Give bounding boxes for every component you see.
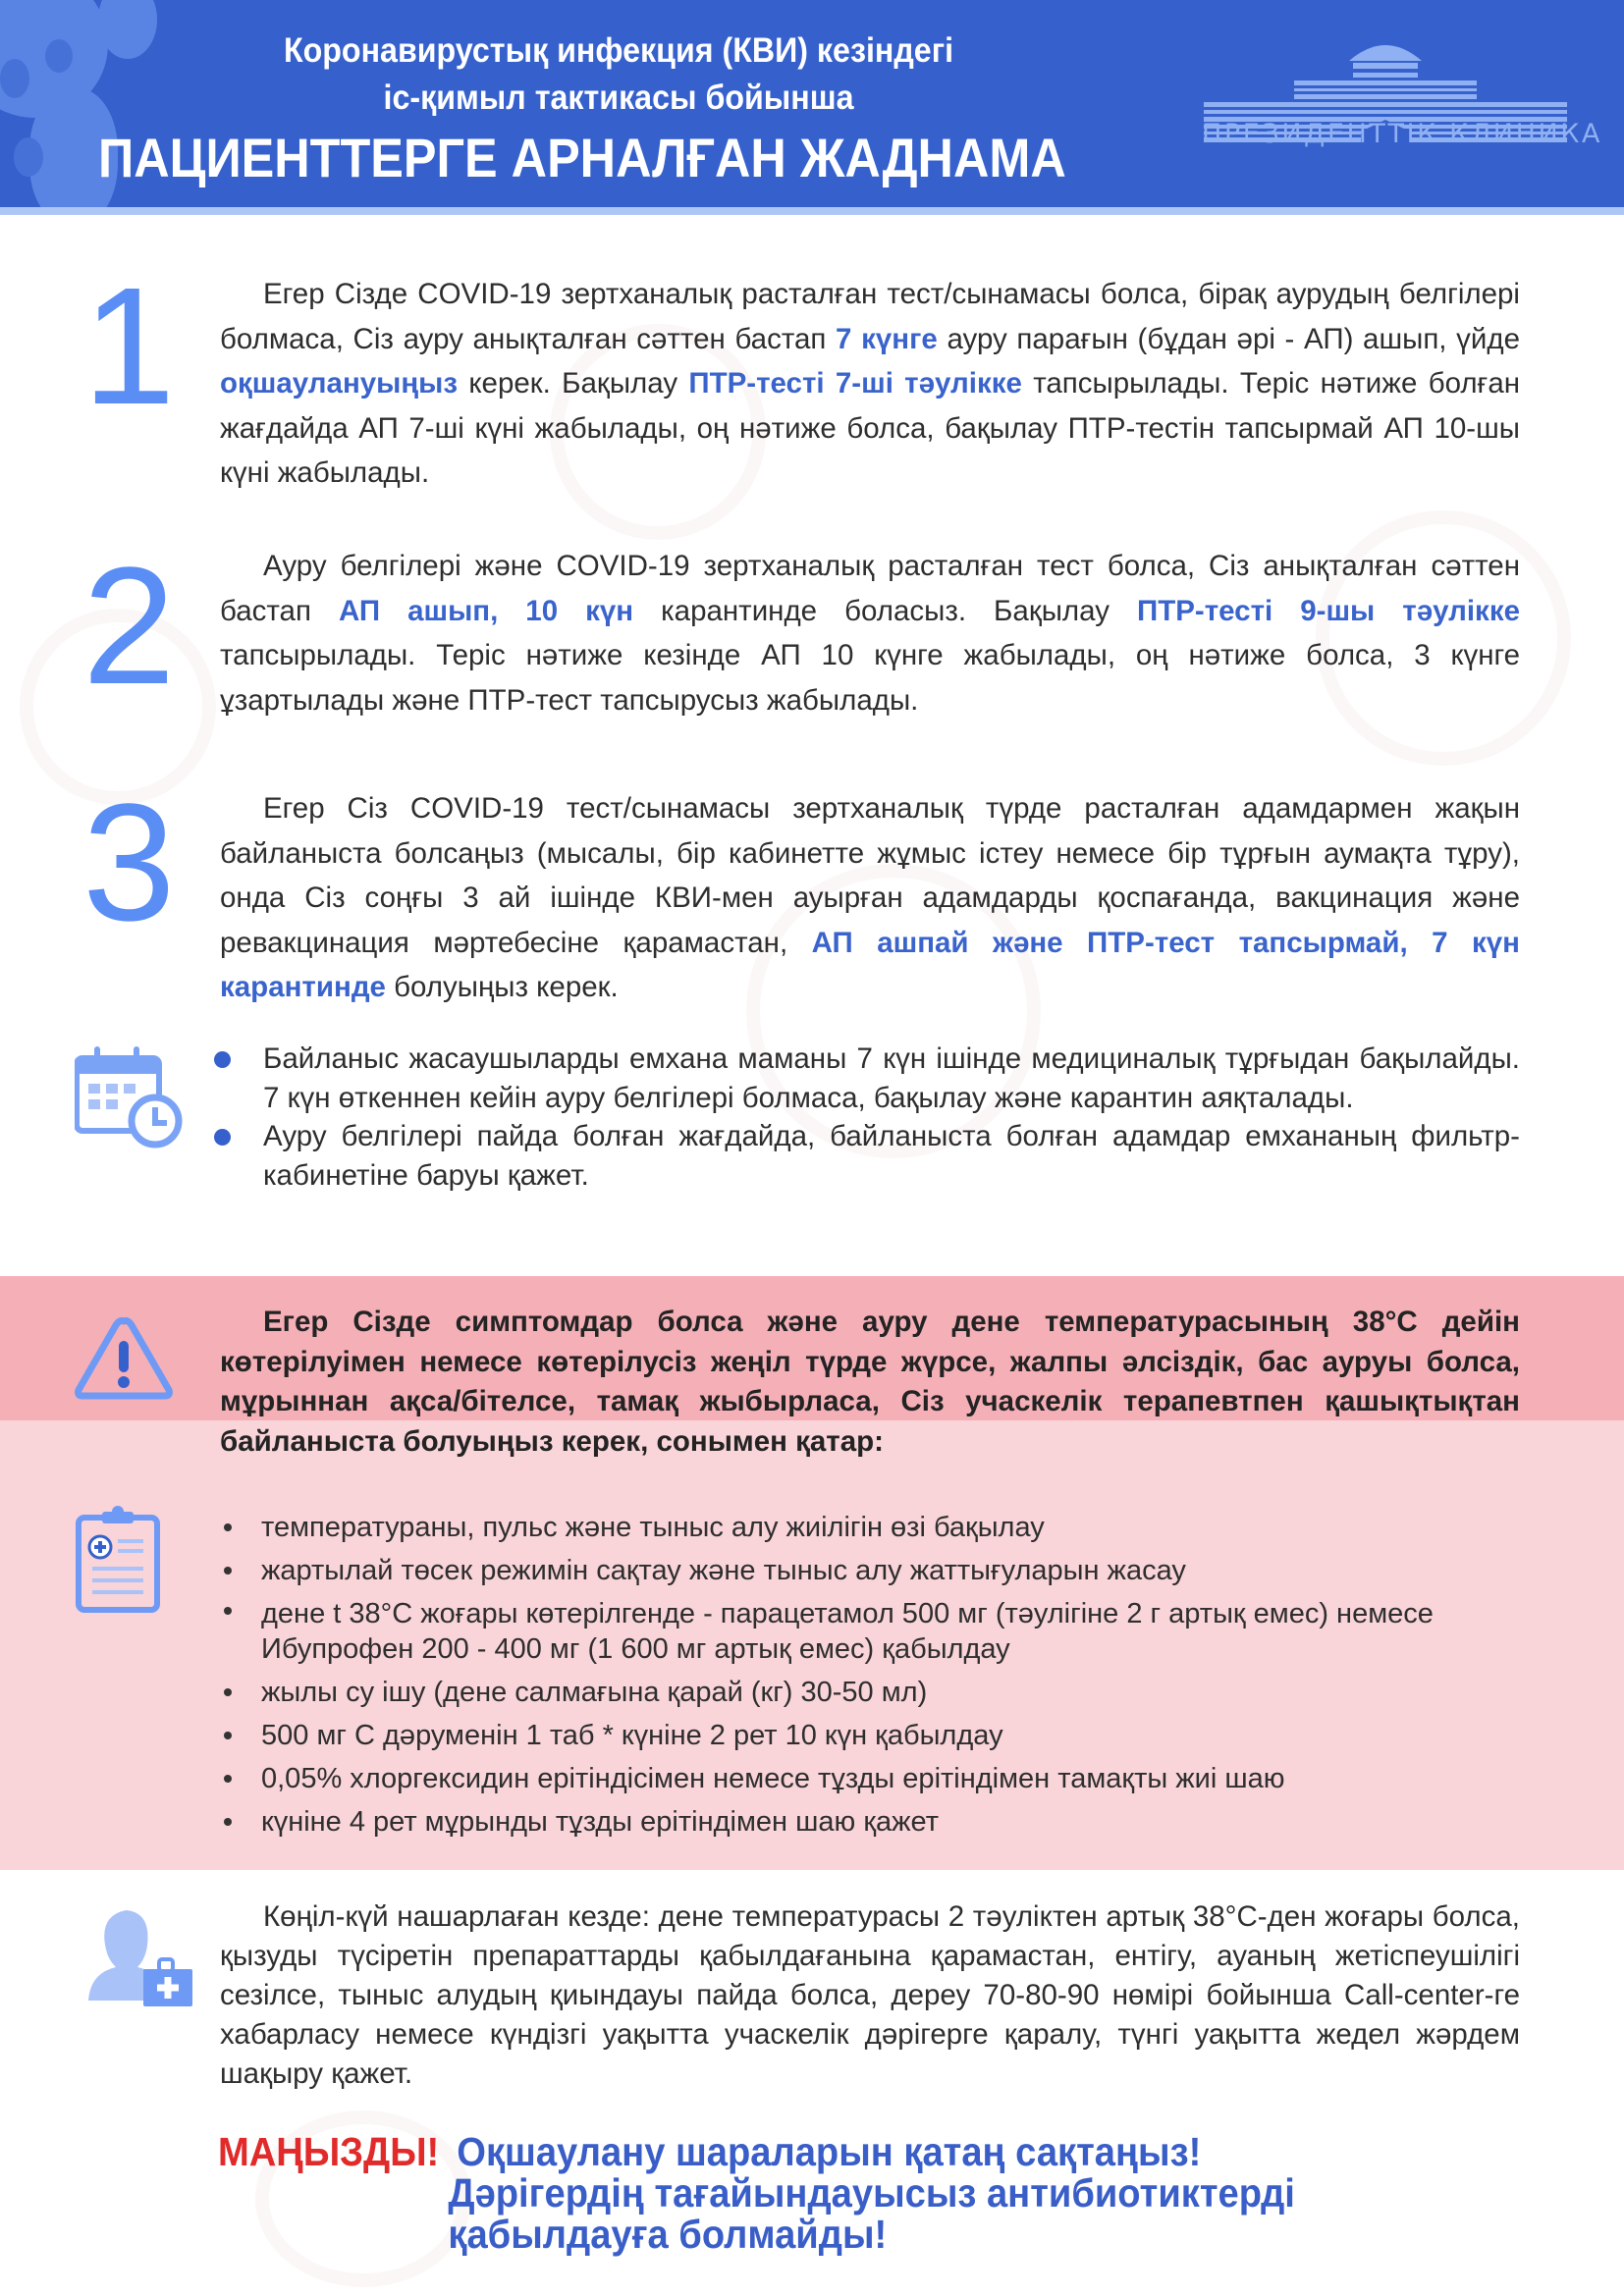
header-subtitle-line1: Коронавирустық инфекция (КВИ) кезіндегі [283,31,954,70]
list-item: температураны, пульс және тыныс алу жиілігін өзі бақылау [220,1506,1526,1549]
bullet-dot [224,1567,232,1575]
step-3-text: Егер Сіз COVID-19 тест/сынамасы зертханалық түрде расталған адамдармен жақын байланыста болсаңыз (мысалы, бір кабинетте жұмыс істеу немесе бір тұрғын аумақта тұру), онда Сіз соңғы 3 ай ішінде КВИ-мен ауырған адамдарды қоспағанда, вакцинация және ревакцинация мәртебесіне қарамастан, АП ашпай және ПТР-тест тапсырмай, 7 күн карантинде болуыңыз керек. [220,792,1520,1003]
contacts-list [220,1040,1520,1195]
step-number-1: 1 [82,253,176,440]
bullet-dot [224,1688,232,1696]
important-line1: Оқшаулану шараларын қатаң сақтаңыз! [457,2129,1202,2174]
bullet-dot [224,1732,232,1739]
step-1-text: Егер Сізде COVID-19 зертханалық расталған тест/сынамасы болса, бірақ аурудың белгілері болмаса, Сіз ауру анықталған сәттен бастап 7 күнге ауру парағын (бұдан әрі - АП) ашып, үйде оқшаулануыңыз керек. Бақылау ПТР-тесті 7-ші тәулікке тапсырылады. Теріс нәтиже болған жағдайда АП 7-ші күні жабылады, оң нәтиже болса, бақылау ПТР-тестін тапсырмай АП 10-шы күні жабылады. [220,278,1521,489]
page-title: ПАЦИЕНТТЕРГЕ АРНАЛҒАН ЖАДНАМА [98,127,1066,188]
list-item: дене t 38°С жоғары көтерілгенде - парацетамол 500 мг (тәулігіне 2 г артық емес) немесе Ибупрофен 200 - 400 мг (1 600 мг артық емес) қабылдау [220,1592,1526,1671]
virus-decoration [0,59,29,98]
bullet-dot [214,1129,231,1146]
important-line3: қабылдауға болмайды! [448,2212,888,2257]
important-notice [218,2129,1295,2257]
list-item: жылы су ішу (дене салмағына қарай (кг) 30-50 мл) [220,1671,1526,1714]
care-list [220,1506,1526,1843]
step-2-text: Ауру белгілері және COVID-19 зертханалық расталған тест болса, Сіз анықталған сәттен бастап АП ашып, 10 күн карантинде боласыз. Бақылау ПТР-тесті 9-шы тәулікке тапсырылады. Теріс нәтиже кезінде АП 10 күнге жабылады, оң нәтиже болса, 3 күнге ұзартылады және ПТР-тест тапсырусыз жабылады. [220,550,1520,717]
important-label: МАҢЫЗДЫ! [218,2129,440,2174]
list-item: Ауру белгілері пайда болған жағдайда, байланыста болған адамдар емхананың фильтр-кабинетіне баруы қажет. [220,1117,1520,1195]
header-banner [0,0,1624,207]
list-item: 500 мг С дәруменін 1 таб * күніне 2 рет 10 күн қабылдау [220,1714,1526,1757]
bullet-dot [224,1818,232,1826]
bullet-dot [224,1523,232,1531]
list-item: күніне 4 рет мұрынды тұзды ерітіндімен шаю қажет [220,1800,1526,1843]
clipboard-medical-icon [75,1504,165,1614]
list-item: жартылай төсек режимін сақтау және тыныс алу жаттығуларын жасау [220,1549,1526,1592]
doctor-medkit-icon [86,1902,198,2008]
header-divider [0,207,1624,215]
bullet-dot [224,1607,232,1615]
bullet-dot [224,1775,232,1783]
list-item: Байланыс жасаушыларды емхана маманы 7 күн ішінде медициналық тұрғыдан бақылайды. 7 күн өткеннен кейін ауру белгілері болмаса, бақылау және карантин аяқталады. [220,1040,1520,1117]
list-item: 0,05% хлоргексидин ерітіндісімен немесе тұзды ерітіндімен тамақты жиі шаю [220,1757,1526,1800]
virus-decoration [14,137,43,177]
warning-text: Егер Сізде симптомдар болса және ауру дене температурасының 38°С дейін көтерілуімен немесе көтерілусіз жеңіл түрде жүрсе, жалпы әлсіздік, бас ауруы болса, мұрыннан ақса/бітелсе, тамақ жыбырласа, Сіз учаскелік терапевтпен қашықтықтан байланыста болуыңыз керек, сонымен қатар: [220,1306,1520,1458]
warning-triangle-icon [73,1315,175,1402]
important-line2: Дәрігердің тағайындауысыз антибиотиктерді [448,2170,1295,2216]
bullet-dot [214,1051,231,1068]
logo-text: ПРЕЗИДЕНТТІК КЛИНИКА [1202,119,1603,149]
calendar-clock-icon [75,1044,189,1150]
step-number-3: 3 [82,770,176,956]
step-number-2: 2 [82,533,176,720]
header-subtitle-line2: іс-қимыл тактикасы бойынша [383,79,854,117]
worsening-text: Көңіл-күй нашарлаған кезде: дене температурасы 2 тәуліктен артық 38°С-ден жоғары болса, қызуды түсіретін препараттарды қабылдағанына қарамастан, ентігу, ауаның жетіспеушілігі сезілсе, тыныс алудың қиындауы пайда болса, дереу 70-80-90 нөмірі бойынша Call-center-ге хабарласу немесе күндізгі уақытта учаскелік дәрігерге қаралу, түнгі уақытта жедел жәрдем шақыру қажет. [220,1900,1520,2090]
